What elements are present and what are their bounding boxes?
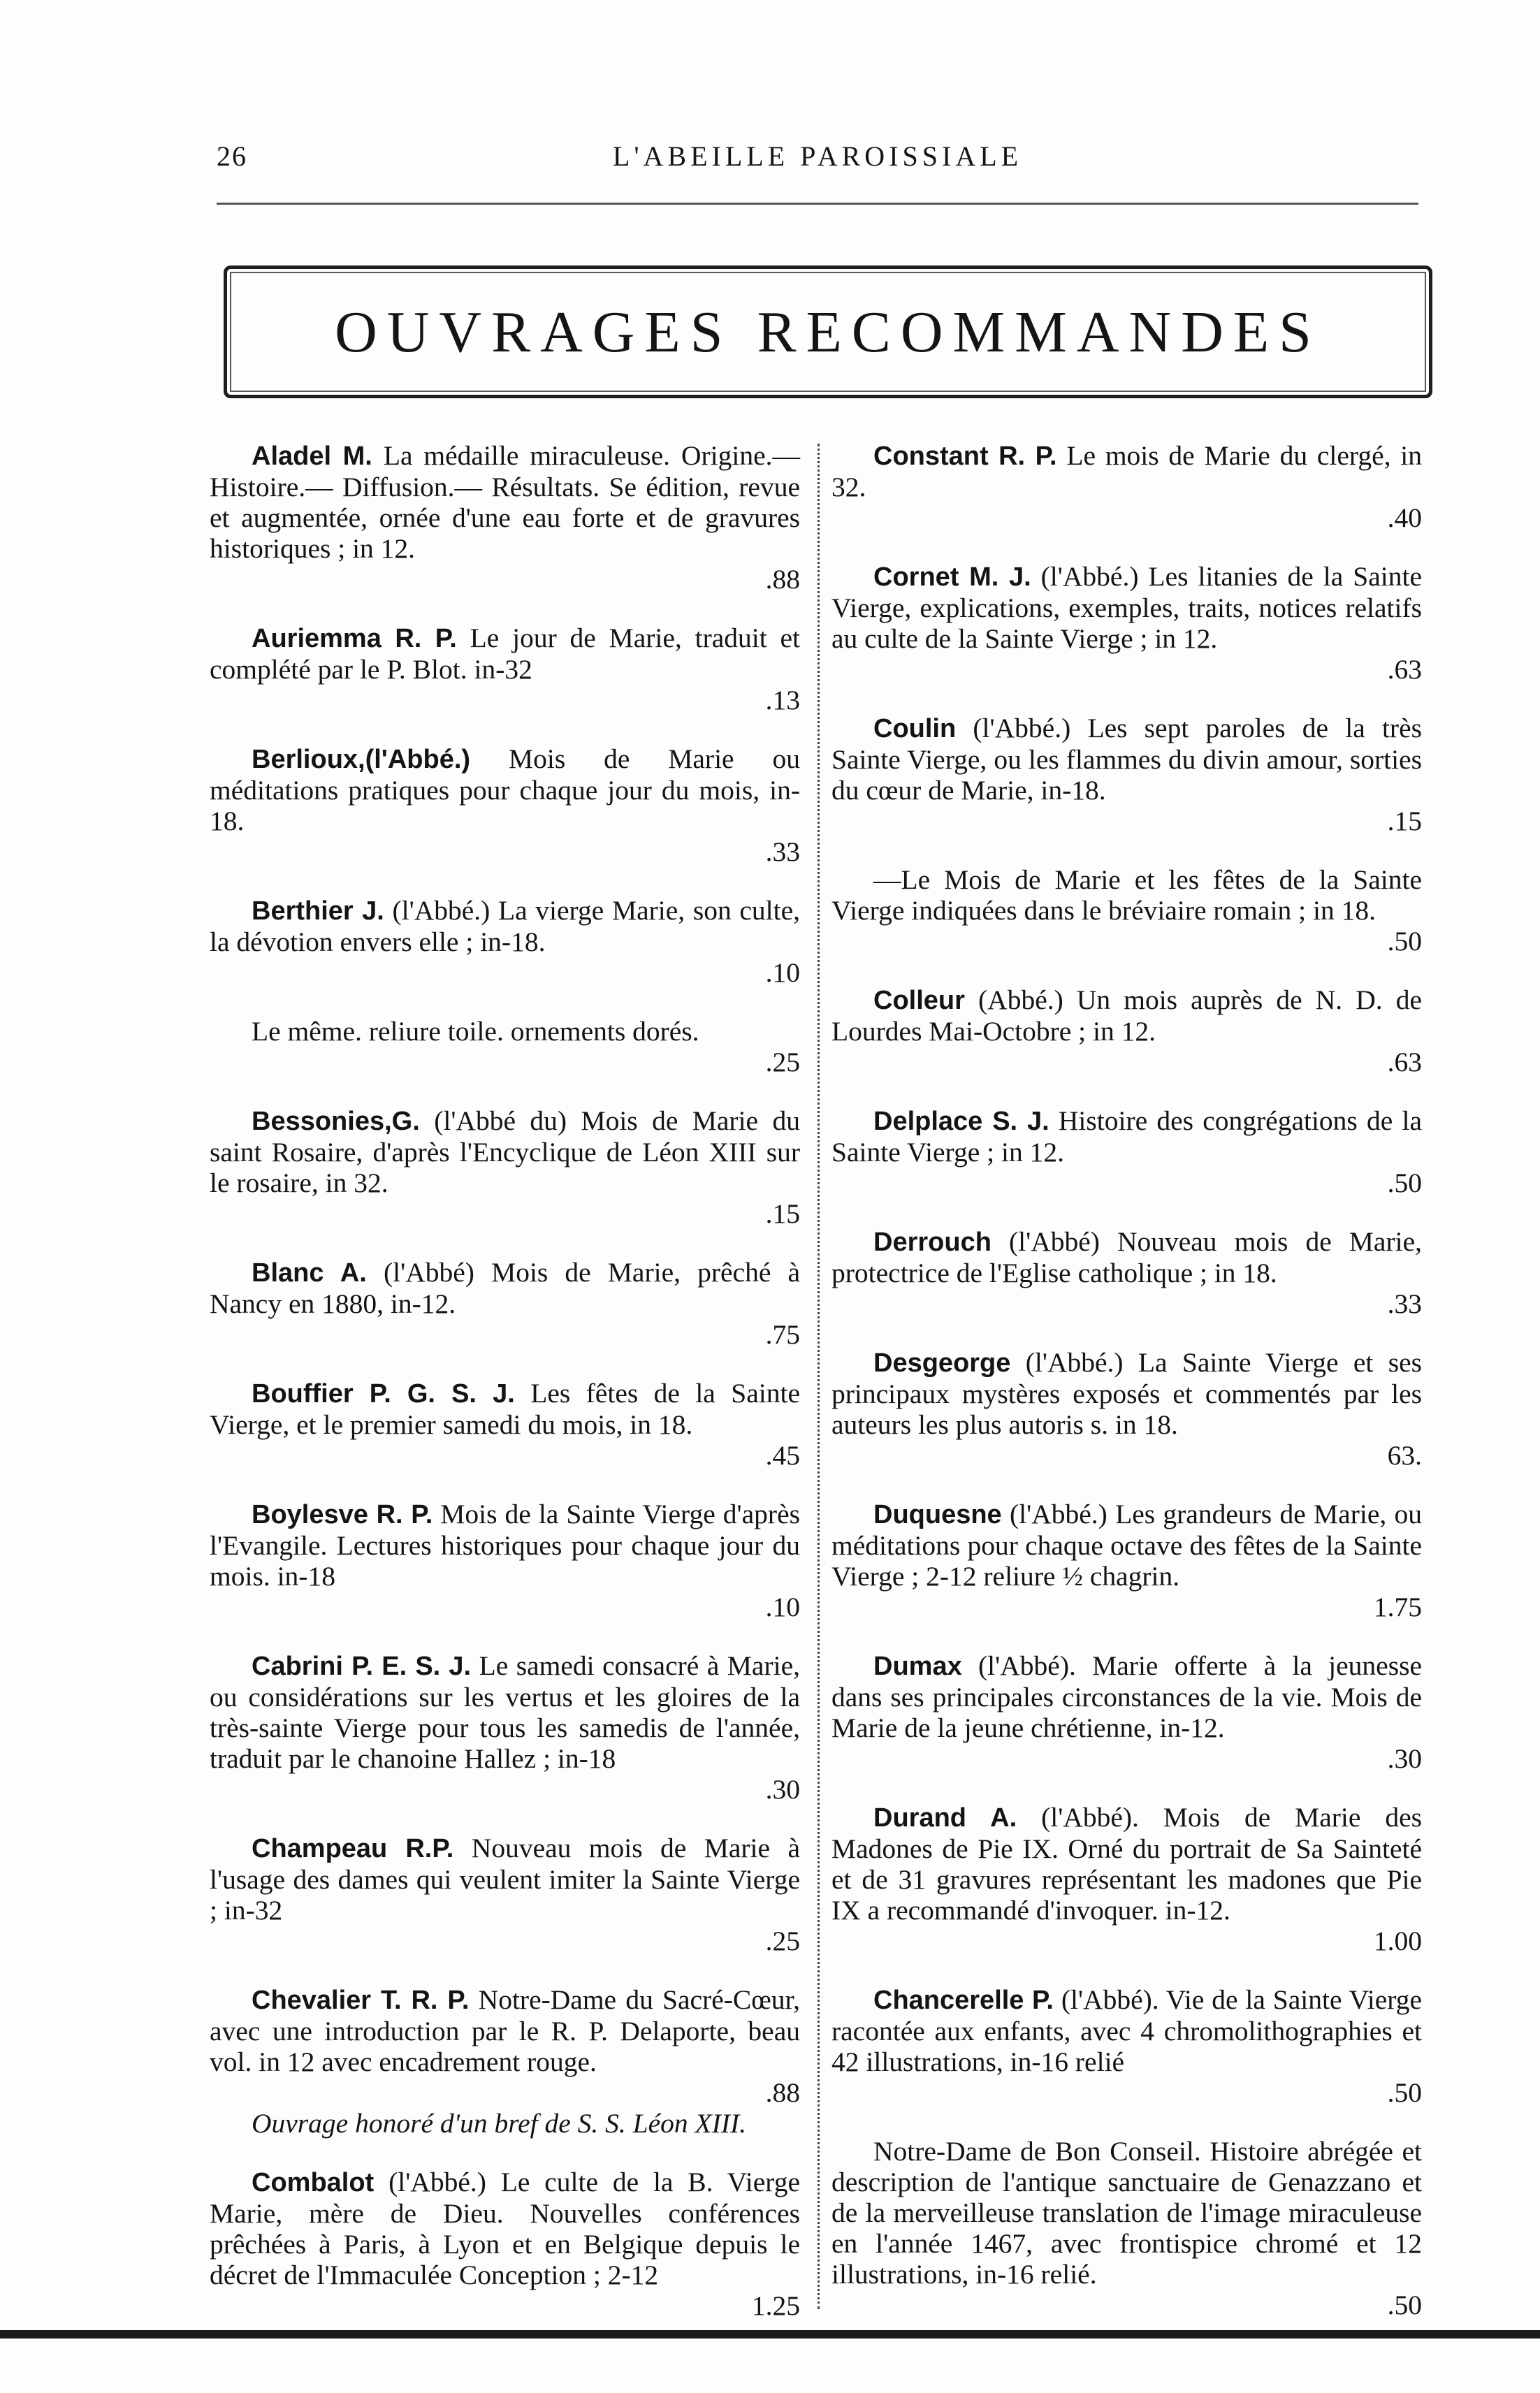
entry-author: Cornet M. J. — [873, 562, 1031, 592]
book-entry — [210, 1984, 800, 2139]
entry-description: Le samedi consacré à Marie, ou considérations sur les vertus et les gloires de la très-sainte Vierge pour tous les samedis de l'année, traduit par le chanoine Hallez ; in-18 — [210, 1650, 801, 1774]
entry-author: Bouffier P. G. S. J. — [252, 1379, 515, 1409]
entry-price: .33 — [765, 836, 800, 867]
book-entry — [210, 1650, 800, 1805]
entry-description: (l'Abbé). Mois de Marie des Madones de Pie IX. Orné du portrait de Sa Sainteté et de 31 gravures représentant les madones que Pie IX a recommandé d'invoquer. in-12. — [831, 1802, 1422, 1926]
entry-price: .50 — [1387, 1168, 1422, 1198]
entry-description: Mois de la Sainte Vierge d'après l'Evangile. Lectures historiques pour chaque jour du mois. in-18 — [210, 1499, 800, 1592]
title-frame — [224, 266, 1432, 398]
entry-description: Le jour de Marie, traduit et complété par le P. Blot. in-32 — [210, 623, 801, 685]
entry-price: 1.25 — [751, 2290, 800, 2321]
book-entry — [210, 743, 800, 867]
entry-price: .10 — [765, 1592, 800, 1622]
right-column — [831, 440, 1422, 2348]
book-entry — [210, 1378, 800, 1471]
book-entry — [831, 1347, 1422, 1471]
entry-description: La médaille miraculeuse. Origine.—Histoire.— Diffusion.— Résultats. Se édition, revue et augmentée, ornée d'une eau forte et de gravures historiques ; in 12. — [210, 440, 801, 564]
entry-price: .15 — [1387, 806, 1422, 836]
section-title: OUVRAGES RECOMMANDES — [335, 299, 1321, 365]
book-entry — [831, 1984, 1422, 2108]
entry-description: (l'Abbé). Marie offerte à la jeunesse dans ses principales circonstances de la vie. Mois de Marie de la jeune chrétienne, in-12. — [831, 1650, 1422, 1743]
book-entry — [210, 1105, 800, 1229]
book-entry — [210, 1833, 800, 1956]
entry-price: .50 — [1387, 2290, 1422, 2320]
bottom-rule — [0, 2330, 1540, 2339]
entry-author: Blanc A. — [252, 1258, 367, 1288]
entry-author: Berlioux,(l'Abbé.) — [252, 745, 471, 774]
book-entry — [210, 2167, 800, 2321]
book-entry — [831, 984, 1422, 1077]
entry-description: Mois de Marie ou méditations pratiques pour chaque jour du mois, in-18. — [210, 743, 800, 836]
entry-description: (l'Abbé.) Le culte de la B. Vierge Marie, mère de Dieu. Nouvelles conférences prêchées à Paris, à Lyon et en Belgique depuis le décret de l'Immaculée Conception ; 2-12 — [210, 2167, 801, 2290]
entry-price: .88 — [765, 564, 800, 595]
entry-description: (l'Abbé.) La Sainte Vierge et ses principaux mystères exposés et commentés par les auteurs les plus autoris s. in 18. — [831, 1347, 1422, 1440]
book-entry — [210, 895, 800, 988]
entry-price: .45 — [765, 1440, 800, 1471]
entry-price: .13 — [765, 685, 800, 715]
entry-description: Notre-Dame du Sacré-Cœur, avec une introduction par le R. P. Delaporte, beau vol. in 12 avec encadrement rouge. — [210, 1984, 800, 2077]
running-title: L'ABEILLE PAROISSIALE — [612, 140, 1023, 172]
entry-price: .63 — [1387, 654, 1422, 685]
book-entry — [831, 713, 1422, 836]
book-entry — [210, 623, 800, 715]
running-head — [203, 140, 1432, 182]
book-entry — [210, 440, 800, 595]
entry-author: Colleur — [873, 986, 965, 1015]
entry-price: .15 — [765, 1198, 800, 1229]
entry-price: .75 — [765, 1319, 800, 1350]
entry-description: (l'Abbé.) Les sept paroles de la très Sainte Vierge, ou les flammes du divin amour, sorties du cœur de Marie, in-18. — [831, 713, 1422, 806]
entry-author: Dumax — [873, 1652, 962, 1681]
entry-description: —Le Mois de Marie et les fêtes de la Sainte Vierge indiquées dans le bréviaire romain ; in 18. — [831, 864, 1422, 926]
entry-description: (l'Abbé) Mois de Marie, prêché à Nancy en 1880, in-12. — [210, 1257, 800, 1319]
entry-price: .25 — [765, 1047, 800, 1077]
book-entry — [210, 1499, 800, 1622]
entry-author: Combalot — [252, 2168, 375, 2197]
entry-price: 1.00 — [1373, 1926, 1422, 1956]
entry-author: Cabrini P. E. S. J. — [252, 1652, 472, 1681]
book-entry — [831, 1105, 1422, 1198]
book-entry — [831, 864, 1422, 957]
entry-description: (Abbé.) Un mois auprès de N. D. de Lourdes Mai-Octobre ; in 12. — [831, 984, 1423, 1047]
page-number: 26 — [217, 140, 247, 172]
entry-price: .25 — [765, 1926, 800, 1956]
entry-author: Constant R. P. — [873, 442, 1057, 471]
entry-description: (l'Abbé.) Les litanies de la Sainte Vierge, explications, exemples, traits, notices relatifs au culte de la Sainte Vierge ; in 12. — [831, 561, 1423, 654]
entry-description: (l'Abbé du) Mois de Marie du saint Rosaire, d'après l'Encyclique de Léon XIII sur le rosaire, in 32. — [210, 1105, 801, 1198]
entry-author: Coulin — [873, 714, 957, 743]
entry-description: Histoire des congrégations de la Sainte Vierge ; in 12. — [831, 1105, 1423, 1168]
entry-price: .30 — [765, 1774, 800, 1805]
entry-price: .88 — [765, 2077, 800, 2108]
entry-author: Duquesne — [873, 1500, 1002, 1529]
entry-author: Durand A. — [873, 1803, 1017, 1833]
left-column — [210, 440, 800, 2349]
entry-description: Le mois de Marie du clergé, in 32. — [831, 440, 1422, 502]
entry-price: 63. — [1387, 1440, 1422, 1471]
entry-description: Notre-Dame de Bon Conseil. Histoire abrégée et description de l'antique sanctuaire de Genazzano et de la merveilleuse translation de l'image miraculeuse en l'année 1467, avec frontispice chromé et 12 illustrations, in-16 relié. — [831, 2136, 1422, 2290]
entry-description: (l'Abbé). Vie de la Sainte Vierge racontée aux enfants, avec 4 chromolithographies et 42 illustrations, in-16 relié — [831, 1984, 1422, 2077]
entry-description: Le même. reliure toile. ornements dorés. — [252, 1016, 699, 1047]
entry-price: .30 — [1387, 1743, 1422, 1774]
entry-description: (l'Abbé) Nouveau mois de Marie, protectrice de l'Eglise catholique ; in 18. — [831, 1226, 1422, 1288]
book-entry — [210, 1257, 800, 1350]
entry-author: Derrouch — [873, 1228, 991, 1257]
entry-author: Desgeorge — [873, 1348, 1011, 1378]
entry-author: Auriemma R. P. — [252, 624, 457, 653]
entry-price: .63 — [1387, 1047, 1422, 1077]
book-entry — [831, 1802, 1422, 1956]
book-entry — [831, 440, 1422, 533]
entry-author: Berthier J. — [252, 896, 384, 926]
entry-price: .40 — [1387, 502, 1422, 533]
entry-dedication: Ouvrage honoré d'un bref de S. S. Léon XIII. — [252, 2108, 746, 2139]
entry-description: (l'Abbé.) La vierge Marie, son culte, la dévotion envers elle ; in-18. — [210, 895, 801, 957]
entry-author: Chancerelle P. — [873, 1986, 1054, 2015]
entry-price: .50 — [1387, 926, 1422, 957]
column-divider — [818, 444, 820, 2309]
book-entry — [831, 2136, 1422, 2320]
book-entry — [831, 1650, 1422, 1774]
entry-author: Chevalier T. R. P. — [252, 1986, 470, 2015]
entry-author: Delplace S. J. — [873, 1107, 1049, 1136]
book-entry — [831, 561, 1422, 685]
entry-price: .10 — [765, 957, 800, 988]
book-entry — [831, 1226, 1422, 1319]
entry-author: Boylesve R. P. — [252, 1500, 433, 1529]
entry-author: Aladel M. — [252, 442, 372, 471]
entry-author: Bessonies,G. — [252, 1107, 420, 1136]
entry-description: Nouveau mois de Marie à l'usage des dames qui veulent imiter la Sainte Vierge ; in-32 — [210, 1833, 800, 1926]
entry-price: 1.75 — [1373, 1592, 1422, 1622]
header-rule — [217, 203, 1418, 205]
entry-author: Champeau R.P. — [252, 1834, 454, 1863]
entry-price: .50 — [1387, 2077, 1422, 2108]
entry-description: (l'Abbé.) Les grandeurs de Marie, ou méditations pour chaque octave des fêtes de la Sainte Vierge ; 2-12 reliure ½ chagrin. — [831, 1499, 1423, 1592]
entry-price: .33 — [1387, 1288, 1422, 1319]
entry-description: Les fêtes de la Sainte Vierge, et le premier samedi du mois, in 18. — [210, 1378, 800, 1440]
book-entry — [831, 1499, 1422, 1622]
book-entry — [210, 1016, 800, 1077]
